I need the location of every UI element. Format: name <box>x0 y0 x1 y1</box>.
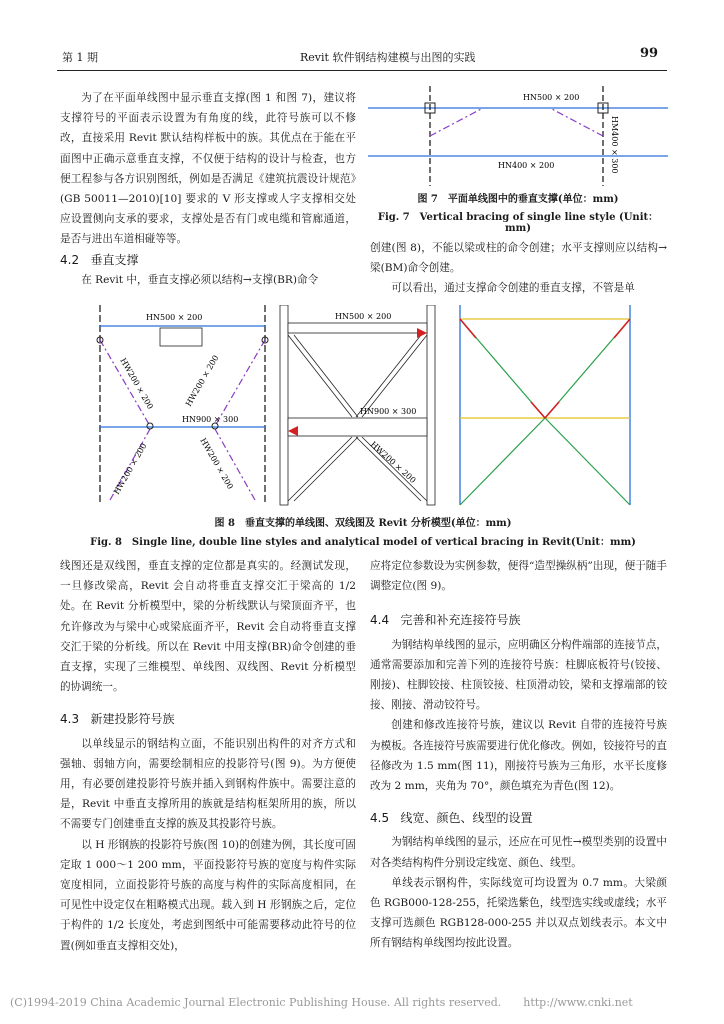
fig8-p2-brace <box>356 335 421 417</box>
fig8-label-top-beam-a: HN500 × 200 <box>146 313 203 322</box>
fig8-p2-brace <box>362 335 427 417</box>
left-top-text <box>60 88 356 250</box>
figure-8-caption-cn: 图 8 垂直支撑的单线图、双线图及 Revit 分析模型(单位：mm) <box>214 518 512 529</box>
fig8-p2-brace <box>356 437 421 501</box>
section-title: 线宽、颜色、线型的设置 <box>400 811 533 826</box>
figure-8-caption <box>60 514 666 548</box>
fig8-label-brace-lr: HW200 × 200 <box>198 436 235 491</box>
left-bottom-text <box>60 556 356 956</box>
paragraph: 应将定位参数设为实例参数，便得“造型操纵柄”出现，便于随手调整定位(图 9)。 <box>370 560 667 593</box>
fig8-label-brace-ul: HW200 × 200 <box>118 356 155 411</box>
right-top-text <box>370 238 667 299</box>
section-title: 完善和补充连接符号族 <box>400 613 521 628</box>
fig8-label-brace-dl: HW200 × 200 <box>368 439 418 485</box>
paragraph: 以 H 形钢族的投影符号族(图 10)的创建为例，其长度可固定取 1 000～1 200 mm，平面投影符号族的宽度与构件实际宽度相同，立面投影符号族的高度与构件的实际高度相同，在可见性中设定仅在粗略模式出现。载入到 H 形钢族之后，定位于构件的 1/2 长度处，考虑到图纸中可能需要移动此符号的位置(例如垂直支撑相交处)， <box>60 838 356 952</box>
fig8-label-brace-ur: HW200 × 200 <box>183 353 221 408</box>
paragraph: 创建和修改连接符号族，建议以 Revit 自带的连接符号族为模板。各连接符号族需要进行优化修改。例如，铰接符号的直径修改为 1.5 mm(图 11)，刚接符号族为三角形，水平长度修改为 2 mm，夹角为 70°，颜色填充为青色(图 12)。 <box>370 719 667 793</box>
fig8-p1-brace <box>215 340 265 426</box>
figure-8-caption-en: Fig. 8 Single line, double line styles and analytical model of vertical bracing in Revit(Unit：mm) <box>90 537 636 548</box>
paragraph: 为了在平面单线图中显示垂直支撑(图 1 和图 7)，建议将支撑符号的平面表示设置为有角度的线，此符号族可以不修改，直接采用 Revit 默认结构样板中的族。其优点在于能在平面图中正确示意垂直支撑，不仅便于结构的设计与检查，也方便工程参与各方识别图纸，例如是否满足《建筑抗震设计规范》(GB 50011—2010)[10] 要求的 V 形支撑或人字支撑相交处应设置侧向支承的要求，支撑处是否有门或电缆和管廊通道，是否与进出车道相碰等等。 <box>60 92 356 246</box>
fig8-p2-column-left <box>280 305 288 505</box>
paragraph: 创建(图 8)，不能以梁或柱的命令创建；水平支撑则应以结构→梁(BM)命令创建。 <box>370 242 667 275</box>
section-number: 4.2 <box>60 253 80 267</box>
fig8-p3-brace-end <box>614 319 630 338</box>
figure-7-caption-cn: 图 7 平面单线图中的垂直支撑(单位：mm) <box>417 194 619 205</box>
fig8-label-mid-beam-a: HN900 × 300 <box>182 415 239 424</box>
fig8-label-top-beam-b: HN500 × 200 <box>335 312 392 321</box>
fig8-p2-beam-mid <box>288 418 427 436</box>
fig8-p3-brace-end <box>531 402 545 418</box>
section-title: 新建投影符号族 <box>90 712 175 727</box>
header-rule <box>57 70 667 71</box>
fig8-p1-brace <box>100 340 150 426</box>
figure-8 <box>90 305 635 510</box>
paragraph: 单线表示钢构件，实际线宽可均设置为 0.7 mm。大梁颜色 RGB000-128-255，托梁选紫色，线型选实线或虚线；水平支撑可选颜色 RGB128-000-255 并以双点划线表示。本文中所有钢结构单线图均按此设置。 <box>370 876 667 950</box>
header-issue: 第 1 期 <box>62 51 98 64</box>
left-42-text <box>60 270 356 290</box>
fig8-label-brace-ll: HW200 × 200 <box>111 441 149 496</box>
section-title: 垂直支撑 <box>90 253 139 267</box>
paragraph: 在 Revit 中，垂直支撑必须以结构→支撑(BR)命令 <box>81 274 319 286</box>
figure-7-caption <box>368 190 668 234</box>
fig7-label-beam-top: HN500 × 200 <box>523 93 580 102</box>
fig8-p2-beam-top <box>288 323 427 333</box>
fig8-panel-analytical <box>460 305 630 505</box>
fig8-p3-brace <box>460 418 545 505</box>
fig7-label-column: HM400 × 300 <box>610 116 619 174</box>
fig8-p2-brace <box>294 335 358 417</box>
section-4-5-heading <box>370 808 667 828</box>
paragraph: 为钢结构单线图的显示，还应在可见性→模型类别的设置中对各类结构构件分别设定线宽、颜色、线型。 <box>370 836 667 869</box>
fig7-brace-right <box>550 108 603 136</box>
paragraph: 线图还是双线图，垂直支撑的定位都是真实的。经测试发现，一旦修改梁高，Revit 会自动将垂直支撑交汇于梁高的 1/2 处。在 Revit 分析模型中，梁的分析线默认与梁顶面齐平，也允许修改为与梁中心或梁底面齐平，Revit 会自动将垂直支撑交汇于梁的分析线。所以在 Revit 中用支撑(BR)命令创建的垂直支撑，实现了三维模型、单线图、双线图、Revit 分析模型的协调统一。 <box>60 560 356 694</box>
section-4-3-heading <box>60 709 356 729</box>
fig7-brace-left <box>430 108 483 136</box>
fig8-p3-brace-end <box>460 319 476 338</box>
fig7-label-beam-bottom: HN400 × 200 <box>498 161 555 170</box>
right-bottom-text <box>370 556 667 954</box>
paragraph: 可以看出，通过支撑命令创建的垂直支撑，不管是单 <box>391 282 635 295</box>
section-4-2-heading <box>60 251 139 268</box>
paragraph: 以单线显示的钢结构立面，不能识别出构件的对齐方式和强轴、弱轴方向，需要绘制相应的投影符号(图 9)。为方便使用，有必要创建投影符号族并插入到钢构件族中。需要注意的是，Revit 中垂直支撑所用的族就是结构框架所用的族，所以不需要专门创建垂直支撑的族及其投影符号族。 <box>60 737 356 831</box>
fig8-p3-brace-end <box>545 402 559 418</box>
fig8-p2-column-right <box>427 305 435 505</box>
header-page: 99 <box>640 46 659 61</box>
paragraph: 为钢结构单线图的显示，应明确区分构件端部的连接节点，通常需要添加和完善下列的连接符号族：柱脚底板符号(铰接、刚接)、柱脚铰接、柱顶铰接、柱顶滑动铰，梁和支撑端部的铰接、刚接、滑动铰符号。 <box>370 638 667 712</box>
fig8-p3-brace <box>545 418 630 505</box>
fig8-panel-double-line <box>280 305 435 505</box>
figure-7-caption-en: Fig. 7 Vertical bracing of single line style (Unit：mm) <box>377 212 659 234</box>
section-4-4-heading <box>370 610 667 630</box>
footer-copyright: (C)1994-2019 China Academic Journal Electronic Publishing House. All rights reserved. http://www.cnki.net <box>10 996 633 1009</box>
fig8-panel-single-line <box>97 305 268 505</box>
fig8-p1-opening <box>160 328 202 346</box>
section-number: 4.5 <box>370 811 390 826</box>
fig8-p2-brace <box>288 437 352 501</box>
section-number: 4.3 <box>60 712 80 727</box>
fig8-label-mid-beam-b: HN900 × 300 <box>360 407 417 416</box>
fig8-p2-brace <box>294 437 358 501</box>
fig8-p2-brace <box>288 335 352 417</box>
figure-7 <box>368 86 668 186</box>
section-number: 4.4 <box>370 613 390 628</box>
header-title: Revit 软件钢结构建模与出图的实践 <box>300 51 476 64</box>
